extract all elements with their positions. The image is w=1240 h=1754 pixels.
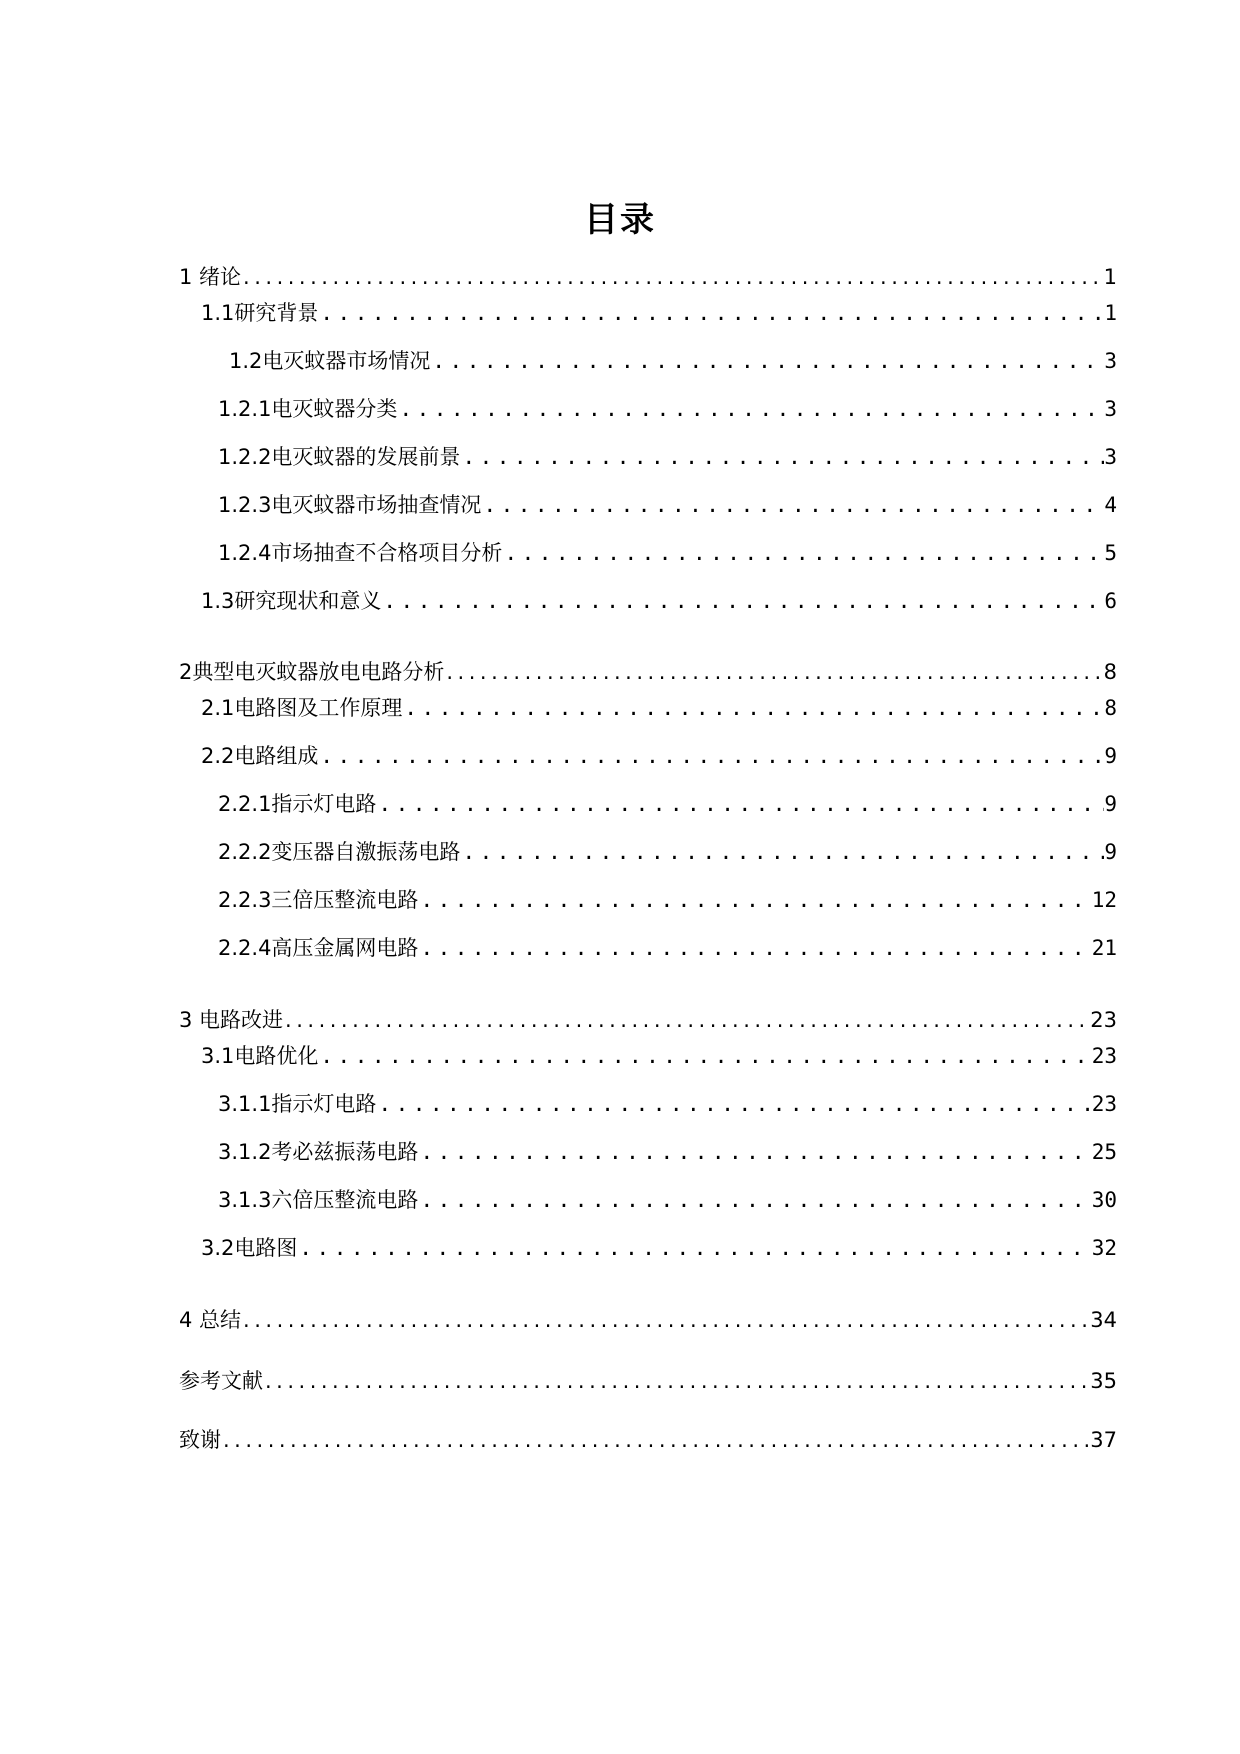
toc-entry-label: 3.1.1指示灯电路 <box>218 1092 377 1116</box>
toc-entry[interactable] <box>218 885 1117 915</box>
toc-entry-label: 2.2.4高压金属网电路 <box>218 936 419 960</box>
toc-entry[interactable] <box>179 1305 1117 1335</box>
toc-entry-label: 致谢 <box>179 1428 221 1452</box>
toc-entry[interactable] <box>201 693 1117 723</box>
toc-entry-label: 2.2电路组成 <box>201 744 319 768</box>
toc-entry[interactable] <box>218 1185 1117 1215</box>
dot-leader <box>460 442 1104 472</box>
toc-entry-page: 9 <box>1104 792 1117 816</box>
toc-entry-page: 4 <box>1104 493 1117 517</box>
toc-entry-page: 1 <box>1104 301 1117 325</box>
toc-entry-page: 37 <box>1090 1428 1117 1452</box>
toc-entry[interactable] <box>229 346 1117 376</box>
dot-leader <box>444 657 1103 687</box>
toc-entry-page: 9 <box>1104 744 1117 768</box>
dot-leader <box>263 1366 1090 1396</box>
toc-entry-page: 12 <box>1091 888 1117 912</box>
toc-entry-page: 1 <box>1103 265 1117 289</box>
dot-leader <box>430 346 1104 376</box>
dot-leader <box>318 1041 1091 1071</box>
toc-entry[interactable] <box>218 1089 1117 1119</box>
dot-leader <box>221 1425 1090 1455</box>
dot-leader <box>241 1305 1090 1335</box>
toc-entry[interactable] <box>218 490 1117 520</box>
toc-entry-label: 3 电路改进 <box>179 1008 284 1032</box>
dot-leader <box>502 538 1104 568</box>
dot-leader <box>460 837 1104 867</box>
toc-entry-label: 参考文献 <box>179 1369 263 1393</box>
toc-entry-label: 1.1研究背景 <box>201 301 319 325</box>
toc-entry[interactable] <box>179 657 1117 687</box>
toc-entry-page: 6 <box>1104 589 1117 613</box>
dot-leader <box>241 262 1104 292</box>
toc-entry[interactable] <box>179 1366 1117 1396</box>
toc-entry-label: 1.2.4市场抽查不合格项目分析 <box>218 541 503 565</box>
toc-entry-page: 5 <box>1104 541 1117 565</box>
dot-leader <box>418 1137 1091 1167</box>
dot-leader <box>297 1233 1091 1263</box>
toc-entry[interactable] <box>179 262 1117 292</box>
toc-entry-label: 2.2.1指示灯电路 <box>218 792 377 816</box>
toc-entry[interactable] <box>201 298 1117 328</box>
toc-entry[interactable] <box>179 1005 1117 1035</box>
dot-leader <box>418 885 1091 915</box>
dot-leader <box>481 490 1104 520</box>
toc-entry-label: 1.2电灭蚊器市场情况 <box>229 349 431 373</box>
toc-entry-label: 3.1.2考必兹振荡电路 <box>218 1140 419 1164</box>
toc-entry[interactable] <box>218 837 1117 867</box>
toc-entry-label: 1.2.2电灭蚊器的发展前景 <box>218 445 461 469</box>
toc-entry-page: 32 <box>1091 1236 1117 1260</box>
toc-entry-page: 35 <box>1090 1369 1117 1393</box>
toc-entry-label: 4 总结 <box>179 1308 242 1332</box>
toc-entry-page: 25 <box>1091 1140 1117 1164</box>
toc-entry-page: 3 <box>1104 445 1117 469</box>
toc-entry-label: 1.2.3电灭蚊器市场抽查情况 <box>218 493 482 517</box>
toc-entry-label: 2典型电灭蚊器放电电路分析 <box>179 660 445 684</box>
dot-leader <box>418 1185 1091 1215</box>
toc-entry[interactable] <box>201 1233 1117 1263</box>
toc-entry[interactable] <box>201 1041 1117 1071</box>
toc-entry-label: 2.1电路图及工作原理 <box>201 696 403 720</box>
toc-entry-label: 2.2.3三倍压整流电路 <box>218 888 419 912</box>
toc-entry[interactable] <box>201 586 1117 616</box>
toc-entry[interactable] <box>218 1137 1117 1167</box>
dot-leader <box>376 789 1104 819</box>
toc-entry-page: 23 <box>1091 1092 1117 1116</box>
dot-leader <box>318 298 1104 328</box>
toc-entry-page: 3 <box>1104 397 1117 421</box>
toc-entry[interactable] <box>201 741 1117 771</box>
toc-entry-page: 3 <box>1104 349 1117 373</box>
toc-entry-label: 3.1电路优化 <box>201 1044 319 1068</box>
dot-leader <box>418 933 1091 963</box>
dot-leader <box>381 586 1104 616</box>
toc-entry[interactable] <box>218 789 1117 819</box>
toc-entry-label: 1 绪论 <box>179 265 242 289</box>
toc-entry-label: 1.3研究现状和意义 <box>201 589 382 613</box>
toc-entry-page: 23 <box>1091 1044 1117 1068</box>
dot-leader <box>318 741 1104 771</box>
dot-leader <box>376 1089 1091 1119</box>
toc-entry-page: 34 <box>1090 1308 1117 1332</box>
toc-entry-label: 3.2电路图 <box>201 1236 298 1260</box>
toc-entry-label: 3.1.3六倍压整流电路 <box>218 1188 419 1212</box>
toc-entry[interactable] <box>218 538 1117 568</box>
toc-entry[interactable] <box>179 1425 1117 1455</box>
toc-entry[interactable] <box>218 933 1117 963</box>
toc-entry-label: 1.2.1电灭蚊器分类 <box>218 397 398 421</box>
toc-entry-label: 2.2.2变压器自激振荡电路 <box>218 840 461 864</box>
toc-entry-page: 30 <box>1091 1188 1117 1212</box>
toc-entry-page: 23 <box>1090 1008 1117 1032</box>
toc-entry-page: 8 <box>1103 660 1117 684</box>
dot-leader <box>402 693 1104 723</box>
toc-title: 目录 <box>584 200 656 240</box>
dot-leader <box>397 394 1104 424</box>
dot-leader <box>283 1005 1090 1035</box>
toc-entry[interactable] <box>218 442 1117 472</box>
toc-entry-page: 8 <box>1104 696 1117 720</box>
toc-entry[interactable] <box>218 394 1117 424</box>
toc-entry-page: 21 <box>1091 936 1117 960</box>
toc-entry-page: 9 <box>1104 840 1117 864</box>
